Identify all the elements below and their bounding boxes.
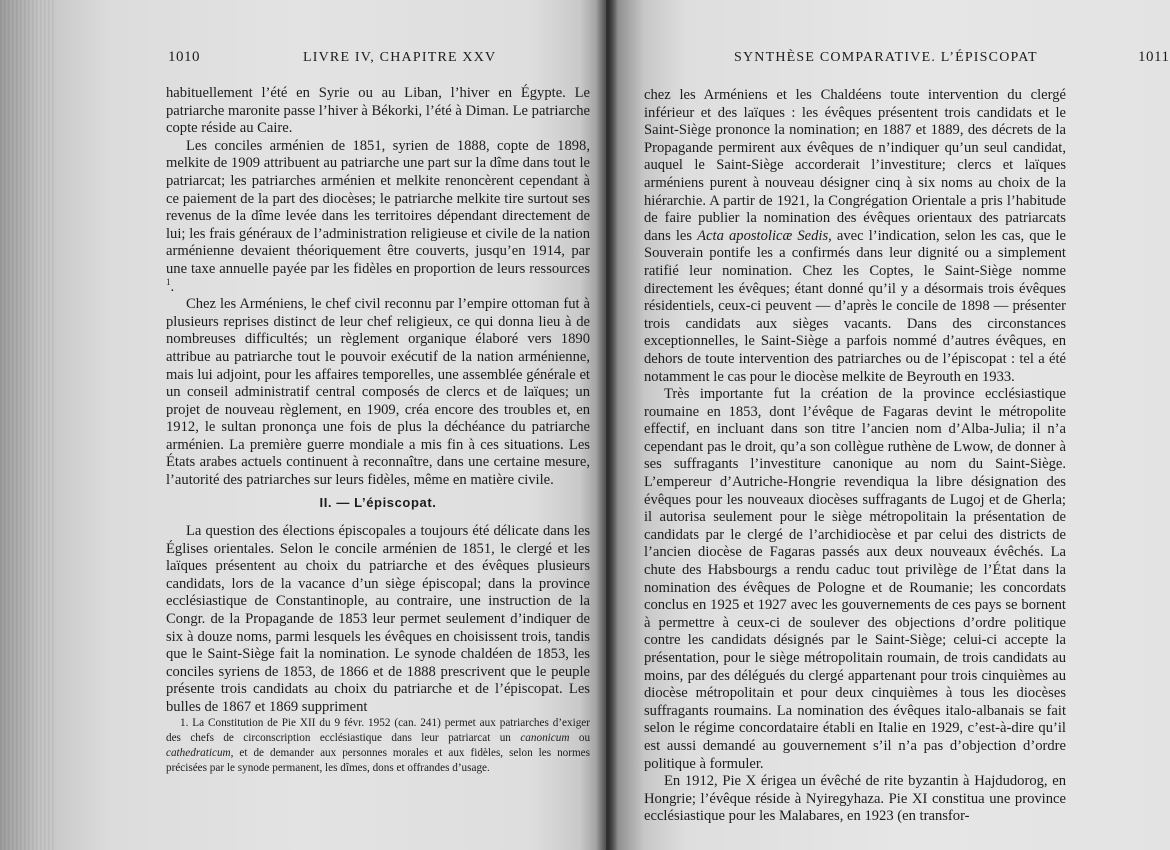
left-text-top: [166, 85, 590, 490]
paragraph-text: avec l’indication, selon les cas, que le Souverain pontife les a confirmés dans leur dignité ou a simplement ratifié leur nomination. Chez les Coptes, le Saint-Siège nomme directement les évêques; étant donné qu’il y a désormais trois évêques résidentiels, ceux-ci peuvent — d’après le concile de 1898 — présenter trois candidats aux sièges vacants. Dans des circonstances exceptionnelles, le Saint-Siège a parfois nommé d’autres évêques, en dehors de toute intervention des patriarches ou de l’épiscopat : tel a été notamment le cas pour le diocèse melkite de Beyrouth en 1933.: [644, 227, 1066, 385]
footnote-italic: canonicum: [520, 732, 570, 744]
italic-title: Acta apostolicæ Sedis,: [697, 227, 832, 244]
footnote-italic: cathedraticum,: [166, 747, 234, 759]
footnote: [166, 716, 590, 776]
footnote-text: [166, 716, 590, 776]
footnote-marker: 1: [166, 276, 171, 287]
page-edge-shading: [0, 0, 55, 850]
paragraph: Les conciles arménien de 1851, syrien de 1888, copte de 1898, melkite de 1909 attribuent au patriarche une part sur la dîme dans tout le patriarcat; les patriarches arménien et melkite renoncèrent cependant à ce paiement de la part des diocèses; le patriarche melkite tire surtout ses revenus de la dîme levée dans les territoires dépendant directement de lui; les frais généraux de l’administration religieuse et civile de la nation arménienne devaient théoriquement être couverts, jusqu’en 1914, par une taxe annuelle payée par les fidèles en proportion de leurs ressources $^1$.: [166, 137, 590, 295]
paragraph: La question des élections épiscopales a toujours été délicate dans les Églises orientales. Selon le concile arménien de 1851, le clergé et les laïques présentent au choix du patriarche et des évêques plusieurs candidats, lors de la vacance d’un siège épiscopal; dans la province ecclésiastique de Constantinople, au contraire, une instruction de la Congr. de la Propagande de 1853 leur permet seulement d’indiquer de six à douze noms, parmi lesquels les évêques en choisissent trois, tandis que le Saint-Siège fait la nomination. Le synode chaldéen de 1853, les conciles syriens de 1853, de 1866 et de 1888 prescrivent que le peuple présente trois candidats au choix du patriarche et de l’épiscopat. Les bulles de 1867 et 1869 suppriment: [166, 523, 590, 715]
page-number-left: 1010: [168, 49, 200, 65]
paragraph: En 1912, Pie X érigea un évêché de rite byzantin à Hajdudorog, en Hongrie; l’évêque réside à Nyiregyhaza. Pie XI constitua une province ecclésiastique pour les Malabares, en 1923 (en transfor-: [644, 773, 1066, 825]
page-number-right: 1011: [1138, 49, 1170, 65]
paragraph: habituellement l’été en Syrie ou au Liban, l’hiver en Égypte. Le patriarche maronite passe l’hiver à Békorki, l’été à Diman. Le patriarche copte réside au Caire.: [166, 85, 590, 137]
left-text-section: [166, 523, 590, 717]
right-text: [644, 87, 1066, 826]
running-title-left: LIVRE IV, CHAPITRE XXV: [303, 50, 497, 65]
running-title-right: SYNTHÈSE COMPARATIVE. L’ÉPISCOPAT: [734, 50, 1038, 65]
section-heading: II. — L’épiscopat.: [319, 495, 437, 510]
paragraph: Très importante fut la création de la province ecclésiastique roumaine en 1853, dont l’évêque de Fagaras devint le métropolite effectif, en incluant dans son titre l’ancien nom d’Alba-Julia; il n’a cependant pas le droit, qu’a son collègue ruthène de Lwow, de donner à ses suffragants l’investiture canonique au nom du Saint-Siège. L’empereur d’Autriche-Hongrie revendiqua la libre désignation des évêques pour les nouveaux diocèses suffragants de Lugoj et de Gherla; il autorisa seulement pour le siège métropolitain la présentation de candidats par le clergé de l’archidiocèse et par celui des districts de l’ancien diocèse de Fagaras passés aux deux nouveaux évêchés. La chute des Habsbourgs a rendu caduc tout privilège de l’État dans la nomination des évêques de Pologne et de Roumanie; les concordats conclus en 1925 et 1927 avec les gouvernements de ces pays se bornent à permettre à ceux-ci de soulever des objections d’ordre politique contre les candidats désignés par le Saint-Siège; celui-ci accepte la présentation, pour le siège métropolitain roumain, de trois candidats au moins, par des délégués du clergé appartenant pour trois cinquièmes au diocèse métropolitain et pour deux cinquièmes à tous les diocèses suffragants roumains. La nomination des évêques italo-albanais se fait selon le régime concordataire établi en Italie en 1929, c’est-à-dire qu’il est aussi demandé au gouvernement s’il n’a pas d’objection d’ordre politique à formuler.: [644, 386, 1066, 772]
paragraph: [644, 87, 1066, 386]
paragraph-text: Les conciles arménien de 1851, syrien de 1888, copte de 1898, melkite de 1909 attribuent au patriarche une part sur la dîme dans tout le patriarcat; les patriarches arménien et melkite renoncèrent cependant à ce paiement de la part des diocèses; le patriarche melkite tire surtout ses revenus de la dîme levée dans les territoires dépendant directement de lui; les frais généraux de l’administration religieuse et civile de la nation arménienne devaient théoriquement être couverts, jusqu’en 1914, par une taxe annuelle payée par les fidèles en proportion de leurs ressources: [166, 137, 590, 277]
footnote-part: 1. La Constitution de Pie XII du 9 févr. 1952 (can. 241) permet aux patriarches d’exiger des chefs de circonscription ecclésiastique dans leur patriarcat un: [166, 717, 590, 744]
book-gutter: [596, 0, 618, 850]
right-page: [606, 0, 1170, 850]
paragraph-text: chez les Arméniens et les Chaldéens toute intervention du clergé inférieur et des laïques : les évêques présentent trois candidats et le Saint-Siège prononce la nomination; en 1887 et 1889, des décrets de la Propagande permirent aux évêques de n’indiquer qu’un seul candidat, auquel le Saint-Siège accorderait l’investiture; clercs et laïques arméniens purent à nouveau désigner cinq à six noms au choix de la hiérarchie. A partir de 1921, la Congrégation Orientale a pris l’habitude de faire publier la nomination des évêques orientaux des patriarcats dans les: [644, 87, 1066, 244]
footnote-part: ou: [578, 732, 591, 744]
footnote-part: et de demander aux personnes morales et aux fidèles, selon les normes précisées par le synode permanent, les dîmes, dons et offrandes d’usage.: [166, 747, 591, 774]
paragraph: Chez les Arméniens, le chef civil reconnu par l’empire ottoman fut à plusieurs reprises distinct de leur chef religieux, ce qui donna lieu à de nombreuses difficultés; un règlement organique élaboré vers 1890 attribue au patriarche tout le pouvoir exécutif de la nation arménienne, mais lui adjoint, pour les affaires temporelles, une assemblée générale et un conseil administratif central composés de clercs et de laïques; un projet de nouveau règlement, en 1909, créa encore des troubles et, en 1912, le sultan prononça une fois de plus la déchéance du patriarche arménien. La première guerre mondiale a mis fin à ces situations. Les États arabes actuels continuent à reconnaître, dans une certaine mesure, l’autorité des patriarches sur leurs fidèles, même en matière civile.: [166, 296, 590, 489]
